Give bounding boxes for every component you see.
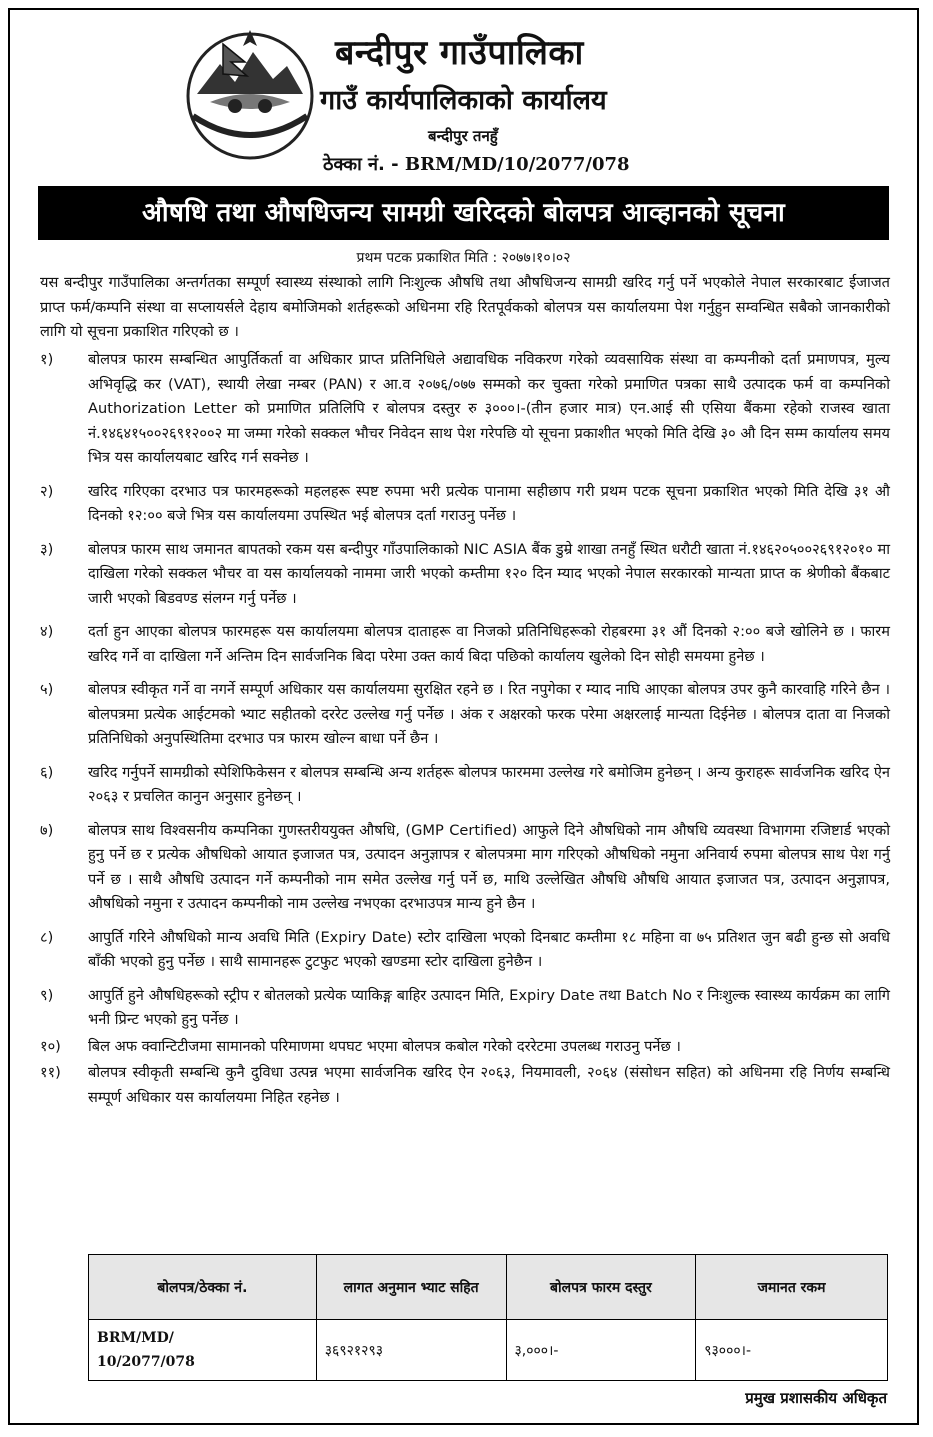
tender-ref-value: BRM/MD/10/2077/078 <box>404 154 630 175</box>
condition-number: ५) <box>40 681 54 698</box>
condition-item-4 <box>40 620 890 669</box>
condition-text: आपुर्ति हुने औषधिहरूको स्ट्रीप र बोतलको प्रत्येक प्याकिङ्ग बाहिर उत्पादन मिति, Expiry Date तथा Batch No र निःशुल्क स्वास्थ्य कार्यक्रम का लागि भनी प्रिन्ट भएको हुनु पर्नेछ । <box>88 986 890 1028</box>
government-emblem-icon <box>175 24 325 164</box>
office-location: बन्दीपुर तनहुँ <box>428 127 498 145</box>
notice-title-banner: औषधि तथा औषधिजन्य सामग्री खरिदको बोलपत्र आव्हानको सूचना <box>38 186 889 240</box>
condition-item-1 <box>40 348 890 471</box>
tender-ref-label: ठेक्का नं. - <box>323 154 399 175</box>
sub-office-name: गाउँ कार्यपालिकाको कार्यालय <box>320 85 607 116</box>
condition-item-11 <box>40 1061 890 1110</box>
condition-item-9 <box>40 984 890 1033</box>
intro-paragraph: यस बन्दीपुर गाउँपालिका अन्तर्गतका सम्पूर्ण स्वास्थ्य संस्थाको लागि निःशुल्क औषधि तथा औषधिजन्य सामग्री खरिद गर्नु पर्ने भएकोले नेपाल सरकारबाट ईजाजत प्राप्त फर्म/कम्पनि संस्था वा सप्लायर्सले देहाय बमोजिमको शर्तहरूको अधिनमा रहि रितपूर्वकको बोलपत्र यस कार्यालयमा पेश गर्नुहुन सम्वन्धित सबैको जानकारीको लागि यो सूचना प्रकाशित गरिएको छ । <box>40 274 890 340</box>
condition-item-10 <box>40 1035 890 1060</box>
condition-item-3 <box>40 538 890 612</box>
condition-text: आपुर्ति गरिने औषधिको मान्य अवधि मिति (Expiry Date) स्टोर दाखिला भएको दिनबाट कम्तीमा १८ महिना वा ७५ प्रतिशत जुन बढी हुन्छ सो अवधि बाँकी भएको हुनु पर्नेछ । साथै सामानहरू टुटफुट भएको खण्डमा स्टोर दाखिला हुनेछैन । <box>88 928 890 970</box>
column-header-tender-no: बोलपत्र/ठेक्का नं. <box>89 1255 317 1320</box>
tender-details-table <box>88 1254 888 1381</box>
table-row <box>89 1320 888 1381</box>
condition-text: दर्ता हुन आएका बोलपत्र फारमहरू यस कार्यालयमा बोलपत्र दाताहरू वा निजको प्रतिनिधिहरूको रोहबरमा ३१ औं दिनको २:०० बजे खोलिने छ । फारम खरिद गर्ने वा दाखिला गर्ने अन्तिम दिन सार्वजनिक बिदा परेमा उक्त कार्य बिदा पछिको कार्यालय खुलेको दिन सोही समयमा हुनेछ । <box>88 623 890 665</box>
condition-item-5 <box>40 678 890 752</box>
condition-number: ८) <box>40 928 54 946</box>
column-header-cost-estimate: लागत अनुमान भ्याट सहित <box>316 1255 506 1320</box>
condition-number: ३) <box>40 540 54 558</box>
condition-text: खरिद गरिएका दरभाउ पत्र फारमहरूको महलहरू स्पष्ट रुपमा भरी प्रत्येक पानामा सहीछाप गरी प्रथम पटक सूचना प्रकाशित भएको मिति देखि ३१ औ दिनको १२:०० बजे भित्र यस कार्यालयमा उपस्थित भई बोलपत्र दर्ता गराउनु पर्नेछ । <box>88 482 890 524</box>
condition-number: ६) <box>40 763 54 781</box>
condition-number: १०) <box>40 1037 61 1055</box>
condition-text: बोलपत्र फारम सम्बन्धित आपुर्तिकर्ता वा अधिकार प्राप्त प्रतिनिधिले अद्यावधिक नविकरण गरेको व्यवसायिक संस्था वा कम्पनीको दर्ता प्रमाणपत्र, मुल्य अभिवृद्धि कर (VAT), स्थायी लेखा नम्बर (PAN) र आ.व २०७६/०७७ सम्मको कर चुक्ता गरेको प्रमाणित पत्रका साथै उत्पादक फर्म वा कम्पनिको Authorization Letter को प्रमाणित प्रतिलिपि र बोलपत्र दस्तुर रु ३०००।-(तीन हजार मात्र) एन.आई सी एसिया बैंकमा रहेको राजस्व खाता नं.१४६४१५००२६९१२००२ मा जम्मा गरेको सक्कल भौचर निवेदन साथ पेश गरेपछि यो सूचना प्रकाशीत भएको मिति देखि ३० औ दिन सम्म कार्यालय समय भित्र यस कार्यालयबाट खरिद गर्न सक्नेछ । <box>88 351 890 466</box>
table-header-row <box>89 1255 888 1320</box>
condition-text: बिल अफ क्वान्टिटीजमा सामानको परिमाणमा थपघट भएमा बोलपत्र कबोल गरेको दररेटमा उपलब्ध गराउनु पर्नेछ । <box>88 1037 681 1055</box>
office-name: बन्दीपुर गाउँपालिका <box>335 33 584 73</box>
tender-no-line1: BRM/MD/ <box>97 1330 174 1346</box>
condition-item-2 <box>40 480 890 529</box>
tender-no-cell <box>89 1320 317 1381</box>
condition-number: ९) <box>40 986 54 1004</box>
condition-item-6 <box>40 761 890 810</box>
cost-estimate-cell: ३६९२१२९३ <box>316 1320 506 1381</box>
condition-number: ७) <box>40 821 54 839</box>
condition-item-8 <box>40 926 890 975</box>
notice-page <box>8 8 919 1425</box>
condition-text: बोलपत्र स्वीकृत गर्ने वा नगर्ने सम्पूर्ण अधिकार यस कार्यालयमा सुरक्षित रहने छ । रित नपुगेका र म्याद नाघि आएका बोलपत्र उपर कुनै कारवाहि गरिने छैन । बोलपत्रमा प्रत्येक आईटमको भ्याट सहीतको दररेट उल्लेख गर्नु पर्नेछ । अंक र अक्षरको फरक परेमा अक्षरलाई मान्यता दिईनेछ । बोलपत्र दाता वा निजको प्रतिनिधिको अनुपस्थितिमा दरभाउ पत्र फारम खोल्न बाधा पर्ने छैन । <box>88 681 890 747</box>
condition-text: खरिद गर्नुपर्ने सामग्रीको स्पेशिफिकेसन र बोलपत्र सम्बन्धि अन्य शर्तहरू बोलपत्र फारममा उल्लेख गरे बमोजिम हुनेछन् । अन्य कुराहरू सार्वजनिक खरिद ऐन २०६३ र प्रचलित कानुन अनुसार हुनेछन् । <box>88 763 890 805</box>
signatory-title: प्रमुख प्रशासकीय अधिकृत <box>745 1389 887 1407</box>
condition-number: ४) <box>40 623 54 640</box>
tender-reference <box>323 152 630 176</box>
condition-number: १) <box>40 351 54 368</box>
condition-number: ११) <box>40 1064 61 1081</box>
column-header-form-fee: बोलपत्र फारम दस्तुर <box>506 1255 696 1320</box>
form-fee-cell: ३,०००।- <box>506 1320 696 1381</box>
condition-number: २) <box>40 482 54 500</box>
conditions-list <box>40 348 890 1110</box>
publish-date: प्रथम पटक प्रकाशित मिति : २०७७।१०।०२ <box>356 250 571 266</box>
condition-text: बोलपत्र फारम साथ जमानत बापतको रकम यस बन्दीपुर गाँउपालिकाको NIC ASIA बैंक डुम्रे शाखा तनहुँ स्थित धरौटी खाता नं.१४६२०५००२६९१२०१० मा दाखिला गरेको सक्कल भौचर वा यस कार्यालयको नाममा जारी भएको कम्तीमा १२० दिन म्याद भएको नेपाल सरकारको मान्यता प्राप्त क श्रेणीको बैंकबाट जारी भएको बिडवण्ड संलग्न गर्नु पर्नेछ । <box>88 540 890 607</box>
bid-security-cell: ९३०००।- <box>696 1320 888 1381</box>
condition-item-7 <box>40 819 890 917</box>
tender-no-line2: 10/2077/078 <box>97 1354 195 1370</box>
condition-text: बोलपत्र स्वीकृती सम्बन्धि कुनै दुविधा उत्पन्न भएमा सार्वजनिक खरिद ऐन २०६३, नियमावली, २०६४ (संसोधन सहित) को अधिनमा रहि निर्णय सम्बन्धि सम्पूर्ण अधिकार यस कार्यालयमा निहित रहनेछ । <box>88 1064 890 1106</box>
column-header-bid-security: जमानत रकम <box>696 1255 888 1320</box>
condition-text: बोलपत्र साथ विश्वसनीय कम्पनिका गुणस्तरीययुक्त औषधि, (GMP Certified) आफुले दिने औषधिको नाम औषधि व्यवस्था विभागमा रजिष्टार्ड भएको हुनु पर्ने छ र प्रत्येक औषधिको आयात इजाजत पत्र, उत्पादन अनुज्ञापत्र र बोलपत्रमा माग गरिएको औषधिको नमुना अनिवार्य रुपमा बोलपत्र साथ पेश गर्नु पर्ने छ । साथै औषधि उत्पादन गर्ने कम्पनीको नाम समेत उल्लेख गर्नु पर्ने छ, माथि उल्लेखित औषधि औषधि आयात इजाजत पत्र, उत्पादन अनुज्ञापत्र, औषधिको नमुना र उत्पादन कम्पनीको नाम उल्लेख नभएका दरभाउपत्र मान्य हुने छैन । <box>88 821 890 912</box>
